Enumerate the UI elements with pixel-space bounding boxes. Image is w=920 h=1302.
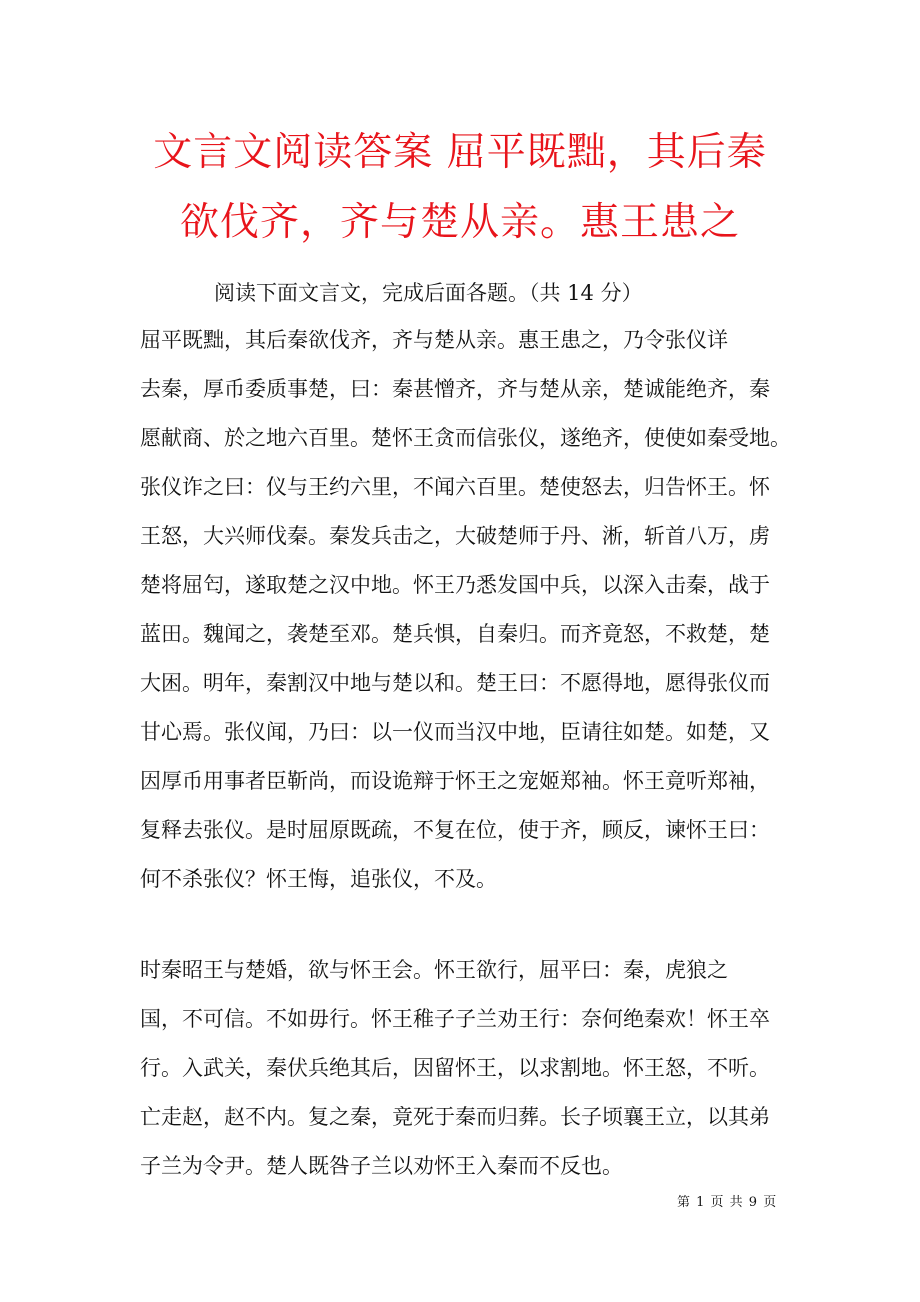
text-line: 愿献商、於之地六百里。楚怀王贪而信张仪，遂绝齐，使使如秦受地。 [140, 426, 791, 450]
text-line: 王怒，大兴师伐秦。秦发兵击之，大破楚师于丹、淅，斩首八万，虏 [140, 524, 770, 548]
text-line: 张仪诈之曰：仪与王约六里，不闻六百里。楚使怒去，归告怀王。怀 [140, 475, 770, 499]
text-line: 复释去张仪。是时屈原既疏，不复在位，使于齐，顾反，谏怀王曰： [140, 818, 770, 842]
text-line: 楚将屈匄，遂取楚之汉中地。怀王乃悉发国中兵，以深入击秦，战于 [140, 573, 770, 597]
text-line: 屈平既黜，其后秦欲伐齐，齐与楚从亲。惠王患之，乃令张仪详 [140, 328, 728, 352]
text-line: 国，不可信。不如毋行。怀王稚子子兰劝王行：奈何绝秦欢！怀王卒 [140, 1007, 770, 1031]
paragraph-1 [140, 316, 800, 904]
text-line: 蓝田。魏闻之，袭楚至邓。楚兵惧，自秦归。而齐竟怒，不救楚，楚 [140, 622, 770, 646]
text-line: 亡走赵，赵不内。复之秦，竟死于秦而归葬。长子顷襄王立，以其弟 [140, 1105, 770, 1129]
page-number: 第 1 页 共 9 页 [677, 1195, 778, 1210]
text-line: 时秦昭王与楚婚，欲与怀王会。怀王欲行，屈平曰：秦，虎狼之 [140, 958, 728, 982]
text-line: 子兰为令尹。楚人既咎子兰以劝怀王入秦而不反也。 [140, 1154, 623, 1178]
title-line-1: 文言文阅读答案 屈平既黜，其后秦 [153, 130, 767, 175]
text-line: 因厚币用事者臣靳尚，而设诡辩于怀王之宠姬郑袖。怀王竟听郑袖， [140, 769, 770, 793]
text-line: 行。入武关，秦伏兵绝其后，因留怀王，以求割地。怀王怒，不听。 [140, 1056, 770, 1080]
text-line: 何不杀张仪？怀王悔，追张仪，不及。 [140, 867, 497, 891]
text-line: 大困。明年，秦割汉中地与楚以和。楚王曰：不愿得地，愿得张仪而 [140, 671, 770, 695]
title-line-2: 欲伐齐，齐与楚从亲。惠王患之 [179, 200, 740, 245]
instruction-text: 阅读下面文言文，完成后面各题。（共 14 分） [214, 281, 643, 305]
text-line: 去秦，厚币委质事楚，曰：秦甚憎齐，齐与楚从亲，楚诚能绝齐，秦 [140, 377, 770, 401]
paragraph-2 [140, 946, 800, 1191]
text-line: 甘心焉。张仪闻，乃曰：以一仪而当汉中地，臣请往如楚。如楚，又 [140, 720, 770, 744]
document-title [100, 118, 820, 258]
